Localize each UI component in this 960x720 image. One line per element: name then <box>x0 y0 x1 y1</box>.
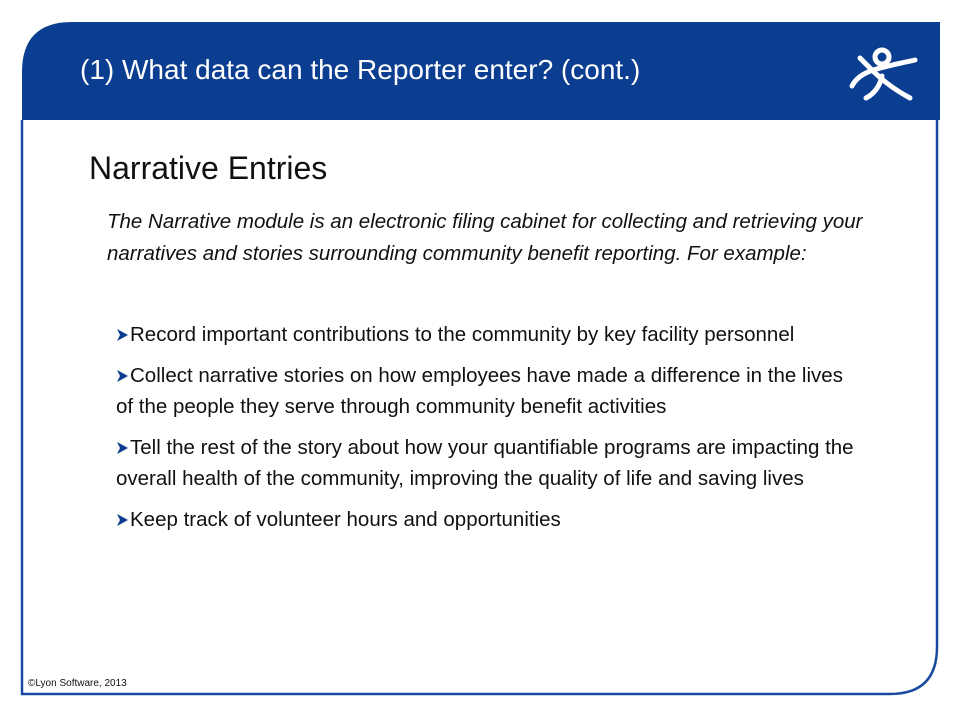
bullet-list <box>116 319 856 545</box>
bullet-text: Collect narrative stories on how employees have made a difference in the lives of the people they serve through community benefit activities <box>116 364 843 418</box>
section-heading: Narrative Entries <box>89 150 328 186</box>
arrow-bullet-icon <box>116 513 129 527</box>
bullet-item <box>116 360 856 422</box>
bullet-text: Keep track of volunteer hours and opportunities <box>130 508 561 531</box>
slide-title: (1) What data can the Reporter enter? (cont.) <box>80 54 641 85</box>
arrow-bullet-icon <box>116 369 129 383</box>
bullet-item <box>116 432 856 494</box>
bullet-text: Tell the rest of the story about how your quantifiable programs are impacting the overall health of the community, improving the quality of life and saving lives <box>116 436 854 490</box>
bullet-item <box>116 504 856 535</box>
intro-paragraph: The Narrative module is an electronic filing cabinet for collecting and retrieving your narratives and stories surrounding community benefit reporting. For example: <box>107 210 863 265</box>
arrow-bullet-icon <box>116 441 129 455</box>
arrow-bullet-icon <box>116 328 129 342</box>
bullet-text: Record important contributions to the community by key facility personnel <box>130 323 795 346</box>
copyright-footer: ©Lyon Software, 2013 <box>28 678 127 689</box>
bullet-item <box>116 319 856 350</box>
